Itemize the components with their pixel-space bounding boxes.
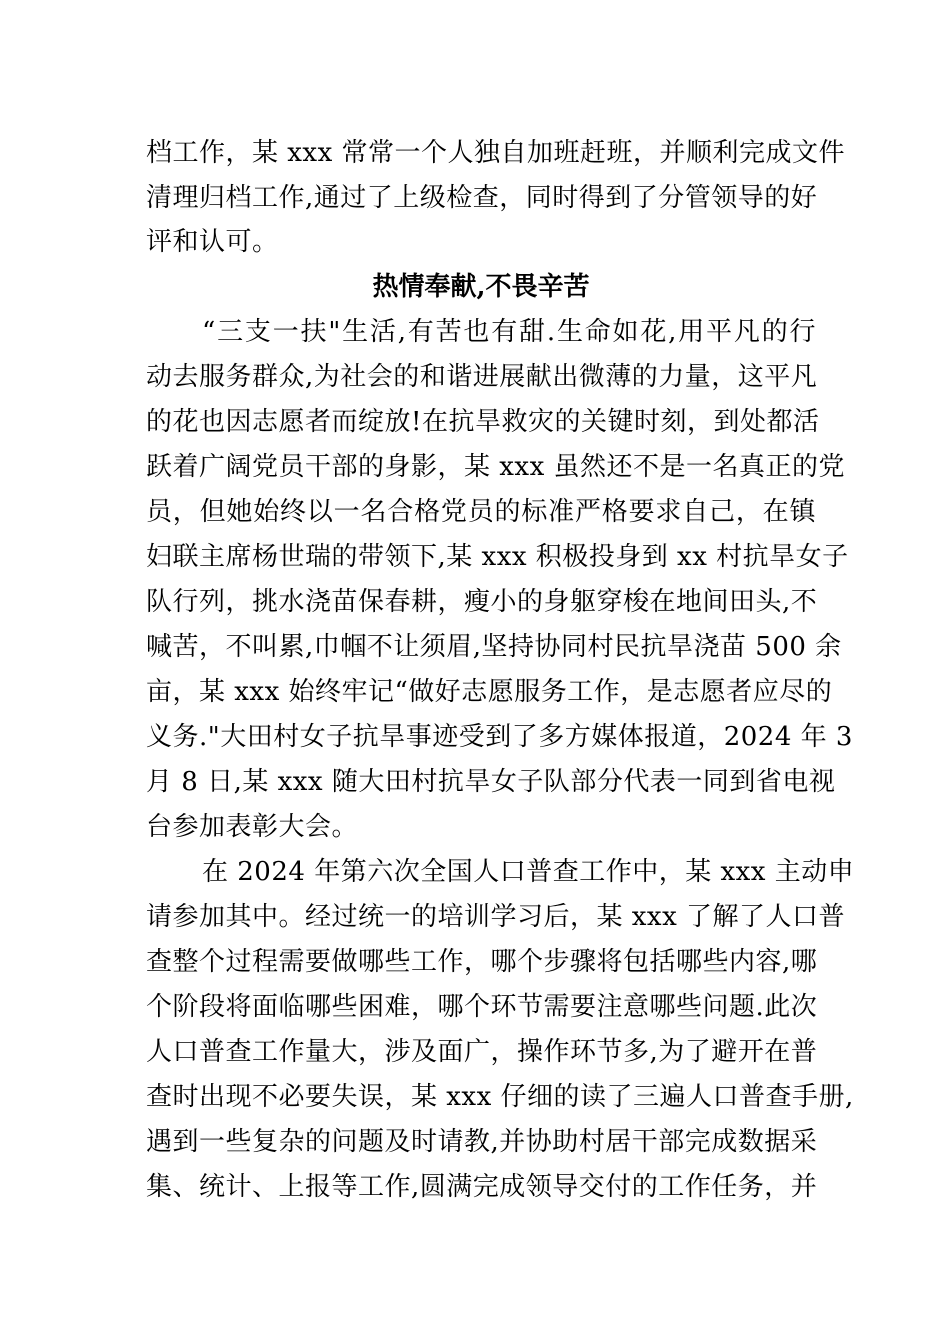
- paragraph-1-line: 动去服务群众,为社会的和谐进展献出微薄的力量，这平凡: [146, 362, 818, 392]
- paragraph-2-line: 请参加其中。经过统一的培训学习后，某 xxx 了解了人口普: [146, 902, 846, 932]
- paragraph-1-line: 队行列，挑水浇苗保春耕，瘦小的身躯穿梭在地间田头,不: [146, 587, 818, 617]
- paragraph-1-line: 义务."大田村女子抗旱事迹受到了多方媒体报道，2024 年 3: [146, 722, 853, 752]
- paragraph-1-line: 喊苦，不叫累,巾帼不让须眉,坚持协同村民抗旱浇苗 500 余: [146, 632, 842, 662]
- paragraph-1-line: 的花也因志愿者而绽放!在抗旱救灾的关键时刻，到处都活: [146, 407, 820, 437]
- paragraph-2-line: 查时出现不必要失误，某 xxx 仔细的读了三遍人口普查手册,: [146, 1082, 854, 1112]
- paragraph-1-line: 员，但她始终以一名合格党员的标准严格要求自己，在镇: [146, 497, 816, 527]
- paragraph-top-line: 评和认可。: [146, 227, 279, 257]
- paragraph-1-line: “三支一扶"生活,有苦也有甜.生命如花,用平凡的行: [202, 317, 816, 347]
- paragraph-2-line: 人口普查工作量大，涉及面广，操作环节多,为了避开在普: [146, 1037, 818, 1067]
- paragraph-top-line: 档工作，某 xxx 常常一个人独自加班赶班，并顺利完成文件: [146, 138, 846, 168]
- paragraph-top-line: 清理归档工作,通过了上级检查，同时得到了分管领导的好: [146, 183, 818, 213]
- paragraph-1-line: 亩，某 xxx 始终牢记“做好志愿服务工作，是志愿者应尽的: [146, 677, 833, 707]
- paragraph-2-line: 在 2024 年第六次全国人口普查工作中，某 xxx 主动申: [202, 857, 855, 887]
- paragraph-2-line: 个阶段将面临哪些困难，哪个环节需要注意哪些问题.此次: [146, 992, 818, 1022]
- section-heading: 热情奉献,不畏辛苦: [372, 272, 590, 302]
- paragraph-1-line: 月 8 日,某 xxx 随大田村抗旱女子队部分代表一同到省电视: [146, 767, 836, 797]
- paragraph-2-line: 查整个过程需要做哪些工作，哪个步骤将包括哪些内容,哪: [146, 947, 818, 977]
- paragraph-1-line: 妇联主席杨世瑞的带领下,某 xxx 积极投身到 xx 村抗旱女子: [146, 542, 849, 572]
- paragraph-1-line: 跃着广阔党员干部的身影，某 xxx 虽然还不是一名真正的党: [146, 452, 846, 482]
- paragraph-1-line: 台参加表彰大会。: [146, 812, 359, 842]
- paragraph-2-line: 集、统计、上报等工作,圆满完成领导交付的工作任务，并: [146, 1172, 818, 1202]
- paragraph-2-line: 遇到一些复杂的问题及时请教,并协助村居干部完成数据采: [146, 1127, 818, 1157]
